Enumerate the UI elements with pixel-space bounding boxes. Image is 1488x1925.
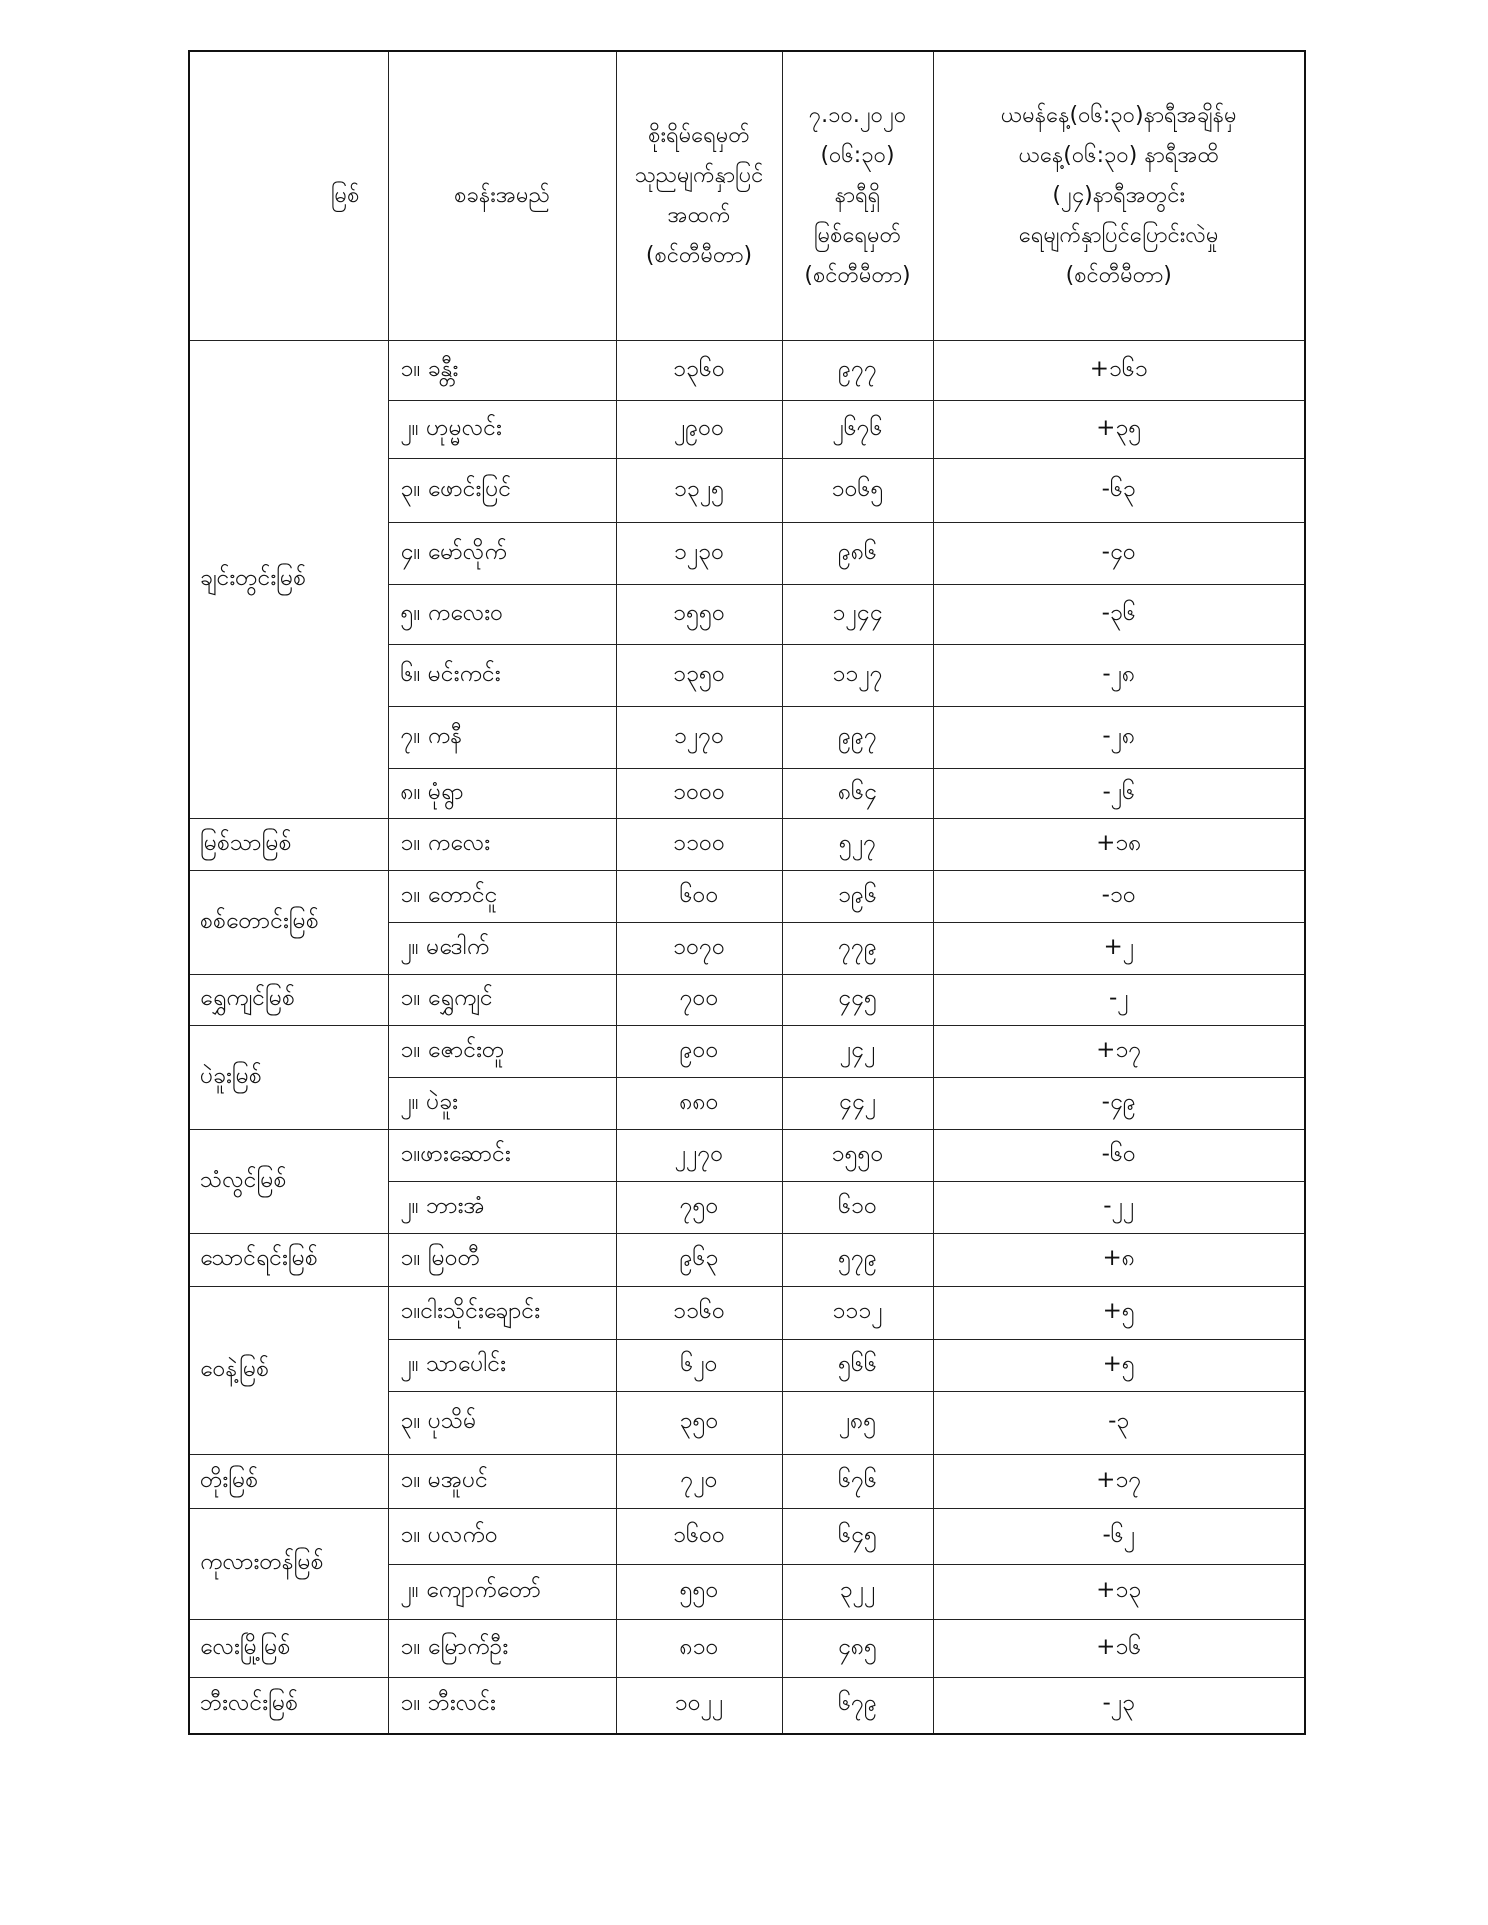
- header-current-line: (၀၆:၃၀): [820, 143, 895, 168]
- header-danger-line: (စင်တီမီတာ): [645, 243, 753, 268]
- river-name-cell: မြစ်သာမြစ်: [189, 819, 388, 871]
- level-change-cell: +၁၆: [933, 1620, 1305, 1678]
- current-level-cell: ၄၄၂: [782, 1078, 933, 1130]
- current-level-cell: ၅၂၇: [782, 819, 933, 871]
- header-danger-level: [616, 51, 782, 341]
- danger-level-cell: ၁၃၅၀: [616, 645, 782, 707]
- danger-level-cell: ၆၂၀: [616, 1340, 782, 1392]
- table-row: [189, 341, 1305, 401]
- header-station: [388, 51, 616, 341]
- current-level-cell: ၁၂၄၄: [782, 585, 933, 645]
- header-change-line: ရေမျက်နှာပြင်ပြောင်းလဲမှု: [1018, 223, 1219, 248]
- river-name-cell: တိုးမြစ်: [189, 1455, 388, 1509]
- river-water-level-table: [188, 50, 1306, 1735]
- level-change-cell: +၅: [933, 1287, 1305, 1340]
- current-level-cell: ၉၉၇: [782, 707, 933, 769]
- table-row: [189, 1509, 1305, 1565]
- station-name-cell: ၂။ ဘားအံ: [388, 1182, 616, 1234]
- danger-level-cell: ၂၉၀၀: [616, 401, 782, 459]
- station-name-cell: ၂။ သာပေါင်း: [388, 1340, 616, 1392]
- header-danger-line: သုညမျက်နှာပြင်: [634, 163, 764, 188]
- station-name-cell: ၃။ ပုသိမ်: [388, 1392, 616, 1455]
- danger-level-cell: ၁၂၇၀: [616, 707, 782, 769]
- header-current-line: မြစ်ရေမှတ်: [813, 223, 902, 248]
- table-row: [189, 1620, 1305, 1678]
- river-name-cell: ရွှေကျင်မြစ်: [189, 975, 388, 1026]
- current-level-cell: ၉၇၇: [782, 341, 933, 401]
- station-name-cell: ၁။ ကလေး: [388, 819, 616, 871]
- station-name-cell: ၁။ ပလက်ဝ: [388, 1509, 616, 1565]
- current-level-cell: ၂၆၇၆: [782, 401, 933, 459]
- station-name-cell: ၁။ မအူပင်: [388, 1455, 616, 1509]
- level-change-cell: +၁၇: [933, 1026, 1305, 1078]
- table-body: [189, 341, 1305, 1734]
- current-level-cell: ၂၄၂: [782, 1026, 933, 1078]
- danger-level-cell: ၁၀၇၀: [616, 923, 782, 975]
- table-header: [189, 51, 1305, 341]
- current-level-cell: ၅၆၆: [782, 1340, 933, 1392]
- table-row: [189, 975, 1305, 1026]
- current-level-cell: ၄၈၅: [782, 1620, 933, 1678]
- danger-level-cell: ၁၂၃၀: [616, 523, 782, 585]
- danger-level-cell: ၇၂၀: [616, 1455, 782, 1509]
- current-level-cell: ၁၀၆၅: [782, 459, 933, 523]
- station-name-cell: ၂။ ပဲခူး: [388, 1078, 616, 1130]
- station-name-cell: ၁။ငါးသိုင်းချောင်း: [388, 1287, 616, 1340]
- level-change-cell: +၁၈: [933, 819, 1305, 871]
- station-name-cell: ၄။ မော်လိုက်: [388, 523, 616, 585]
- current-level-cell: ၁၅၅၀: [782, 1130, 933, 1182]
- river-name-cell: စစ်တောင်းမြစ်: [189, 871, 388, 975]
- level-change-cell: -၄၉: [933, 1078, 1305, 1130]
- header-current-line: (စင်တီမီတာ): [804, 263, 911, 288]
- header-danger-line: အထက်: [667, 203, 731, 228]
- station-name-cell: ၁။ မြောက်ဦး: [388, 1620, 616, 1678]
- header-row: [189, 51, 1305, 341]
- river-name-cell: သောင်ရင်းမြစ်: [189, 1234, 388, 1287]
- danger-level-cell: ၇၀၀: [616, 975, 782, 1026]
- level-change-cell: -၂: [933, 975, 1305, 1026]
- station-name-cell: ၁။ ဘီးလင်း: [388, 1678, 616, 1734]
- station-name-cell: ၁။ ခန္တီး: [388, 341, 616, 401]
- table-row: [189, 819, 1305, 871]
- current-level-cell: ၃၂၂: [782, 1565, 933, 1620]
- level-change-cell: -၆၃: [933, 459, 1305, 523]
- danger-level-cell: ၁၀၂၂: [616, 1678, 782, 1734]
- current-level-cell: ၈၆၄: [782, 769, 933, 819]
- level-change-cell: +၃၅: [933, 401, 1305, 459]
- station-name-cell: ၁။ဖားဆောင်း: [388, 1130, 616, 1182]
- table-row: [189, 871, 1305, 923]
- current-level-cell: ၁၉၆: [782, 871, 933, 923]
- table-row: [189, 1130, 1305, 1182]
- current-level-cell: ၂၈၅: [782, 1392, 933, 1455]
- level-change-cell: -၂၃: [933, 1678, 1305, 1734]
- current-level-cell: ၆၇၆: [782, 1455, 933, 1509]
- station-name-cell: ၆။ မင်းကင်း: [388, 645, 616, 707]
- level-change-cell: +၁၇: [933, 1455, 1305, 1509]
- river-name-cell: ပဲခူးမြစ်: [189, 1026, 388, 1130]
- header-current-level: [782, 51, 933, 341]
- danger-level-cell: ၉၀၀: [616, 1026, 782, 1078]
- danger-level-cell: ၁၁၀၀: [616, 819, 782, 871]
- river-name-cell: သံလွင်မြစ်: [189, 1130, 388, 1234]
- header-change-24h: [933, 51, 1305, 341]
- table-row: [189, 1678, 1305, 1734]
- station-name-cell: ၁။ ရွှေကျင်: [388, 975, 616, 1026]
- current-level-cell: ၄၄၅: [782, 975, 933, 1026]
- station-name-cell: ၇။ ကနီ: [388, 707, 616, 769]
- danger-level-cell: ၁၁၆၀: [616, 1287, 782, 1340]
- danger-level-cell: ၁၀၀၀: [616, 769, 782, 819]
- header-current-line: ၇.၁၀.၂၀၂၀: [808, 103, 907, 128]
- danger-level-cell: ၃၅၀: [616, 1392, 782, 1455]
- level-change-cell: -၂၂: [933, 1182, 1305, 1234]
- danger-level-cell: ၂၂၇၀: [616, 1130, 782, 1182]
- station-name-cell: ၃။ ဖောင်းပြင်: [388, 459, 616, 523]
- danger-level-cell: ၈၁၀: [616, 1620, 782, 1678]
- current-level-cell: ၁၁၁၂: [782, 1287, 933, 1340]
- header-change-line: ယနေ့(၀၆:၃၀) နာရီအထိ: [1018, 143, 1219, 168]
- station-name-cell: ၅။ ကလေးဝ: [388, 585, 616, 645]
- current-level-cell: ၆၁၀: [782, 1182, 933, 1234]
- header-station-label: စခန်းအမည်: [454, 183, 550, 208]
- current-level-cell: ၁၁၂၇: [782, 645, 933, 707]
- header-river: [189, 51, 388, 341]
- river-name-cell: ဘီးလင်းမြစ်: [189, 1678, 388, 1734]
- current-level-cell: ၅၇၉: [782, 1234, 933, 1287]
- level-change-cell: -၁၀: [933, 871, 1305, 923]
- station-name-cell: ၁။ မြဝတီ: [388, 1234, 616, 1287]
- level-change-cell: -၆၀: [933, 1130, 1305, 1182]
- danger-level-cell: ၁၃၂၅: [616, 459, 782, 523]
- level-change-cell: -၄၀: [933, 523, 1305, 585]
- station-name-cell: ၂။ မဒေါက်: [388, 923, 616, 975]
- danger-level-cell: ၁၆၀၀: [616, 1509, 782, 1565]
- station-name-cell: ၁။ ဇောင်းတူ: [388, 1026, 616, 1078]
- river-name-cell: ဝေနဲ့မြစ်: [189, 1287, 388, 1455]
- level-change-cell: +၈: [933, 1234, 1305, 1287]
- level-change-cell: -၃၆: [933, 585, 1305, 645]
- danger-level-cell: ၁၅၅၀: [616, 585, 782, 645]
- level-change-cell: -၃: [933, 1392, 1305, 1455]
- header-change-line: (စင်တီမီတာ): [1065, 263, 1172, 288]
- level-change-cell: +၁၆၁: [933, 341, 1305, 401]
- current-level-cell: ၆၄၅: [782, 1509, 933, 1565]
- header-river-label: မြစ်: [330, 183, 360, 208]
- danger-level-cell: ၉၆၃: [616, 1234, 782, 1287]
- table-row: [189, 1287, 1305, 1340]
- header-change-line: (၂၄)နာရီအတွင်း: [1052, 183, 1186, 208]
- header-danger-line: စိုးရိမ်ရေမှတ်: [648, 123, 750, 148]
- level-change-cell: -၂၈: [933, 645, 1305, 707]
- station-name-cell: ၁။ တောင်ငူ: [388, 871, 616, 923]
- station-name-cell: ၂။ ကျောက်တော်: [388, 1565, 616, 1620]
- level-change-cell: +၂: [933, 923, 1305, 975]
- level-change-cell: +၅: [933, 1340, 1305, 1392]
- station-name-cell: ၈။ မုံရွာ: [388, 769, 616, 819]
- danger-level-cell: ၆၀၀: [616, 871, 782, 923]
- current-level-cell: ၆၇၉: [782, 1678, 933, 1734]
- level-change-cell: +၁၃: [933, 1565, 1305, 1620]
- current-level-cell: ၉၈၆: [782, 523, 933, 585]
- header-change-line: ယမန်နေ့(၀၆:၃၀)နာရီအချိန်မှ: [1000, 103, 1237, 128]
- level-change-cell: -၆၂: [933, 1509, 1305, 1565]
- station-name-cell: ၂။ ဟုမ္မလင်း: [388, 401, 616, 459]
- danger-level-cell: ၇၅၀: [616, 1182, 782, 1234]
- danger-level-cell: ၈၈၀: [616, 1078, 782, 1130]
- danger-level-cell: ၅၅၀: [616, 1565, 782, 1620]
- current-level-cell: ၇၇၉: [782, 923, 933, 975]
- river-name-cell: ကုလားတန်မြစ်: [189, 1509, 388, 1620]
- table-row: [189, 1455, 1305, 1509]
- river-name-cell: လေးမြို့မြစ်: [189, 1620, 388, 1678]
- header-current-line: နာရီရှိ: [834, 183, 881, 208]
- level-change-cell: -၂၆: [933, 769, 1305, 819]
- danger-level-cell: ၁၃၆၀: [616, 341, 782, 401]
- table-row: [189, 1026, 1305, 1078]
- river-name-cell: ချင်းတွင်းမြစ်: [189, 341, 388, 819]
- level-change-cell: -၂၈: [933, 707, 1305, 769]
- table-row: [189, 1234, 1305, 1287]
